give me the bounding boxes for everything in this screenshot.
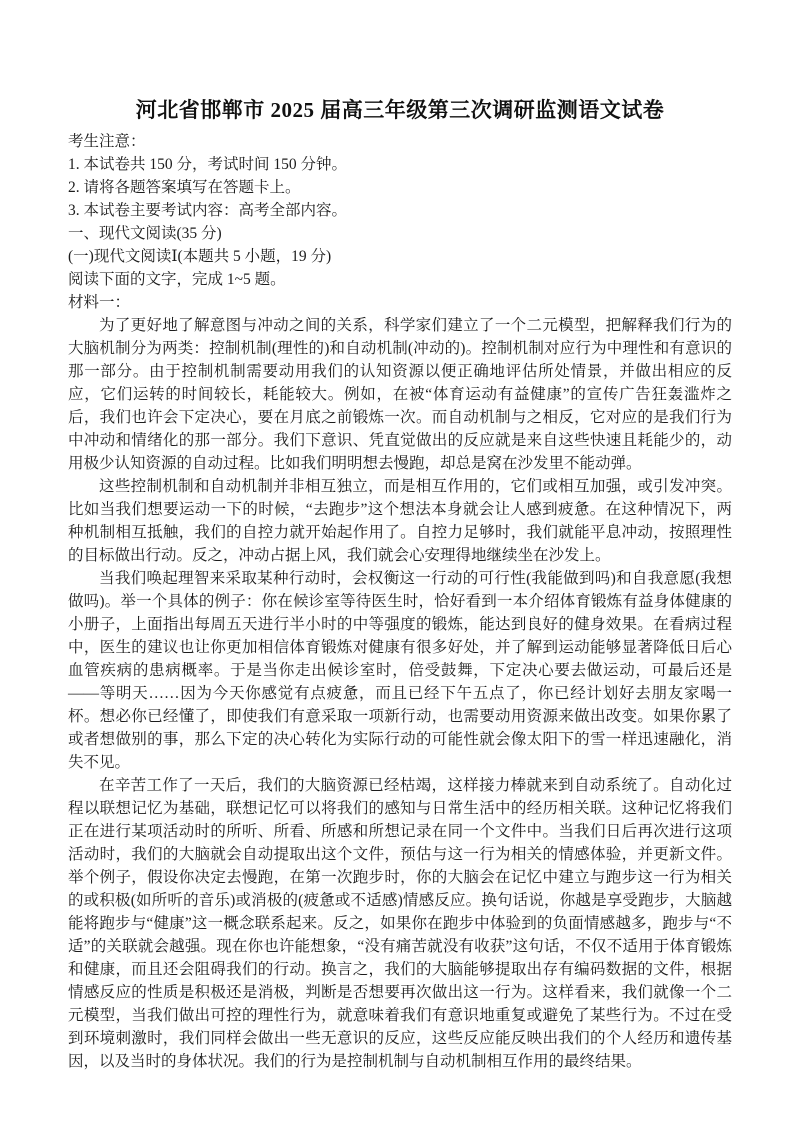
notice-heading: 考生注意： [68, 133, 146, 150]
material-paragraph-1: 为了更好地了解意图与冲动之间的关系，科学家们建立了一个二元模型，把解释我们行为的大脑机制分为两类：控制机制(理性的)和自动机制(冲动的)。控制机制对应行为中理性和有意识的那一部分。由于控制机制需要动用我们的认知资源以便正确地评估所处情景，并做出相应的反应，它们运转的时间较长，耗能较大。例如，在被“体育运动有益健康”的宣传广告狂轰滥炸之后，我们也许会下定决心，要在月底之前锻炼一次。而自动机制与之相反，它对应的是我们行为中冲动和情绪化的那一部分。我们下意识、凭直觉做出的反应就是来自这些快速且耗能少的，动用极少认知资源的自动过程。比如我们明明想去慢跑，却总是窝在沙发里不能动弹。 [68, 317, 732, 472]
notice-item-1: 1. 本试卷共 150 分，考试时间 150 分钟。 [68, 156, 348, 173]
notice-item-3: 3. 本试卷主要考试内容：高考全部内容。 [68, 202, 348, 219]
section-headings [68, 222, 732, 314]
material-paragraph-4: 在辛苦工作了一天后，我们的大脑资源已经枯竭，这样接力棒就来到自动系统了。自动化过程以联想记忆为基础，联想记忆可以将我们的感知与日常生活中的经历相关联。这种记忆将我们正在进行某项活动时的所听、所看、所感和所想记录在同一个文件中。当我们日后再次进行这项活动时，我们的大脑就会自动提取出这个文件，预估与这一行为相关的情感体验，并更新文件。举个例子，假设你决定去慢跑，在第一次跑步时，你的大脑会在记忆中建立与跑步这一行为相关的或积极(如所听的音乐)或消极的(疲惫或不适感)情感反应。换句话说，你越是享受跑步，大脑越能将跑步与“健康”这一概念联系起来。反之，如果你在跑步中体验到的负面情感越多，跑步与“不适”的关联就会越强。现在你也许能想象，“没有痛苦就没有收获”这句话，不仅不适用于体育锻炼和健康，而且还会阻碍我们的行动。换言之，我们的大脑能够提取出存有编码数据的文件，根据情感反应的性质是积极还是消极，判断是否想要再次做出这一行为。这样看来，我们就像一个二元模型，当我们做出可控的理性行为，就意味着我们有意识地重复或避免了某些行为。不过在受到环境刺激时，我们同样会做出一些无意识的反应，这些反应能反映出我们的个人经历和遗传基因，以及当时的身体状况。我们的行为是控制机制与自动机制相互作用的最终结果。 [68, 777, 732, 1070]
subpart-heading: (一)现代文阅读Ⅰ(本题共 5 小题，19 分) [68, 248, 332, 265]
exam-notice [68, 130, 732, 222]
paper-title: 河北省邯郸市 2025 届高三年级第三次调研监测语文试卷 [135, 98, 665, 122]
part-heading: 一、现代文阅读(35 分) [68, 225, 222, 242]
material-one-body [68, 314, 732, 1073]
material-paragraph-2: 这些控制机制和自动机制并非相互独立，而是相互作用的，它们或相互加强，或引发冲突。比如当我们想要运动一下的时候，“去跑步”这个想法本身就会让人感到疲惫。在这种情况下，两种机制相互抵触，我们的自控力就开始起作用了。自控力足够时，我们就能平息冲动，按照理性的目标做出行动。反之，冲动占据上风，我们就会心安理得地继续坐在沙发上。 [68, 478, 732, 564]
reading-instruction: 阅读下面的文字，完成 1~5 题。 [68, 271, 286, 288]
material-one-label: 材料一： [68, 294, 131, 311]
notice-item-2: 2. 请将各题答案填写在答题卡上。 [68, 179, 301, 196]
material-paragraph-3: 当我们唤起理智来采取某种行动时，会权衡这一行动的可行性(我能做到吗)和自我意愿(我想做吗)。举一个具体的例子：你在候诊室等待医生时，恰好看到一本介绍体育锻炼有益身体健康的小册子，上面指出每周五天进行半小时的中等强度的锻炼，能达到良好的健身效果。在看病过程中，医生的建议也让你更加相信体育锻炼对健康有很多好处，并了解到运动能够显著降低日后心血管疾病的患病概率。于是当你走出候诊室时，倍受鼓舞，下定决心要去做运动，可最后还是——等明天……因为今天你感觉有点疲惫，而且已经下午五点了，你已经计划好去朋友家喝一杯。想必你已经懂了，即使我们有意采取一项新行动，也需要动用资源来做出改变。如果你累了或者想做别的事，那么下定的决心转化为实际行动的可能性就会像太阳下的雪一样迅速融化，消失不见。 [68, 570, 732, 771]
